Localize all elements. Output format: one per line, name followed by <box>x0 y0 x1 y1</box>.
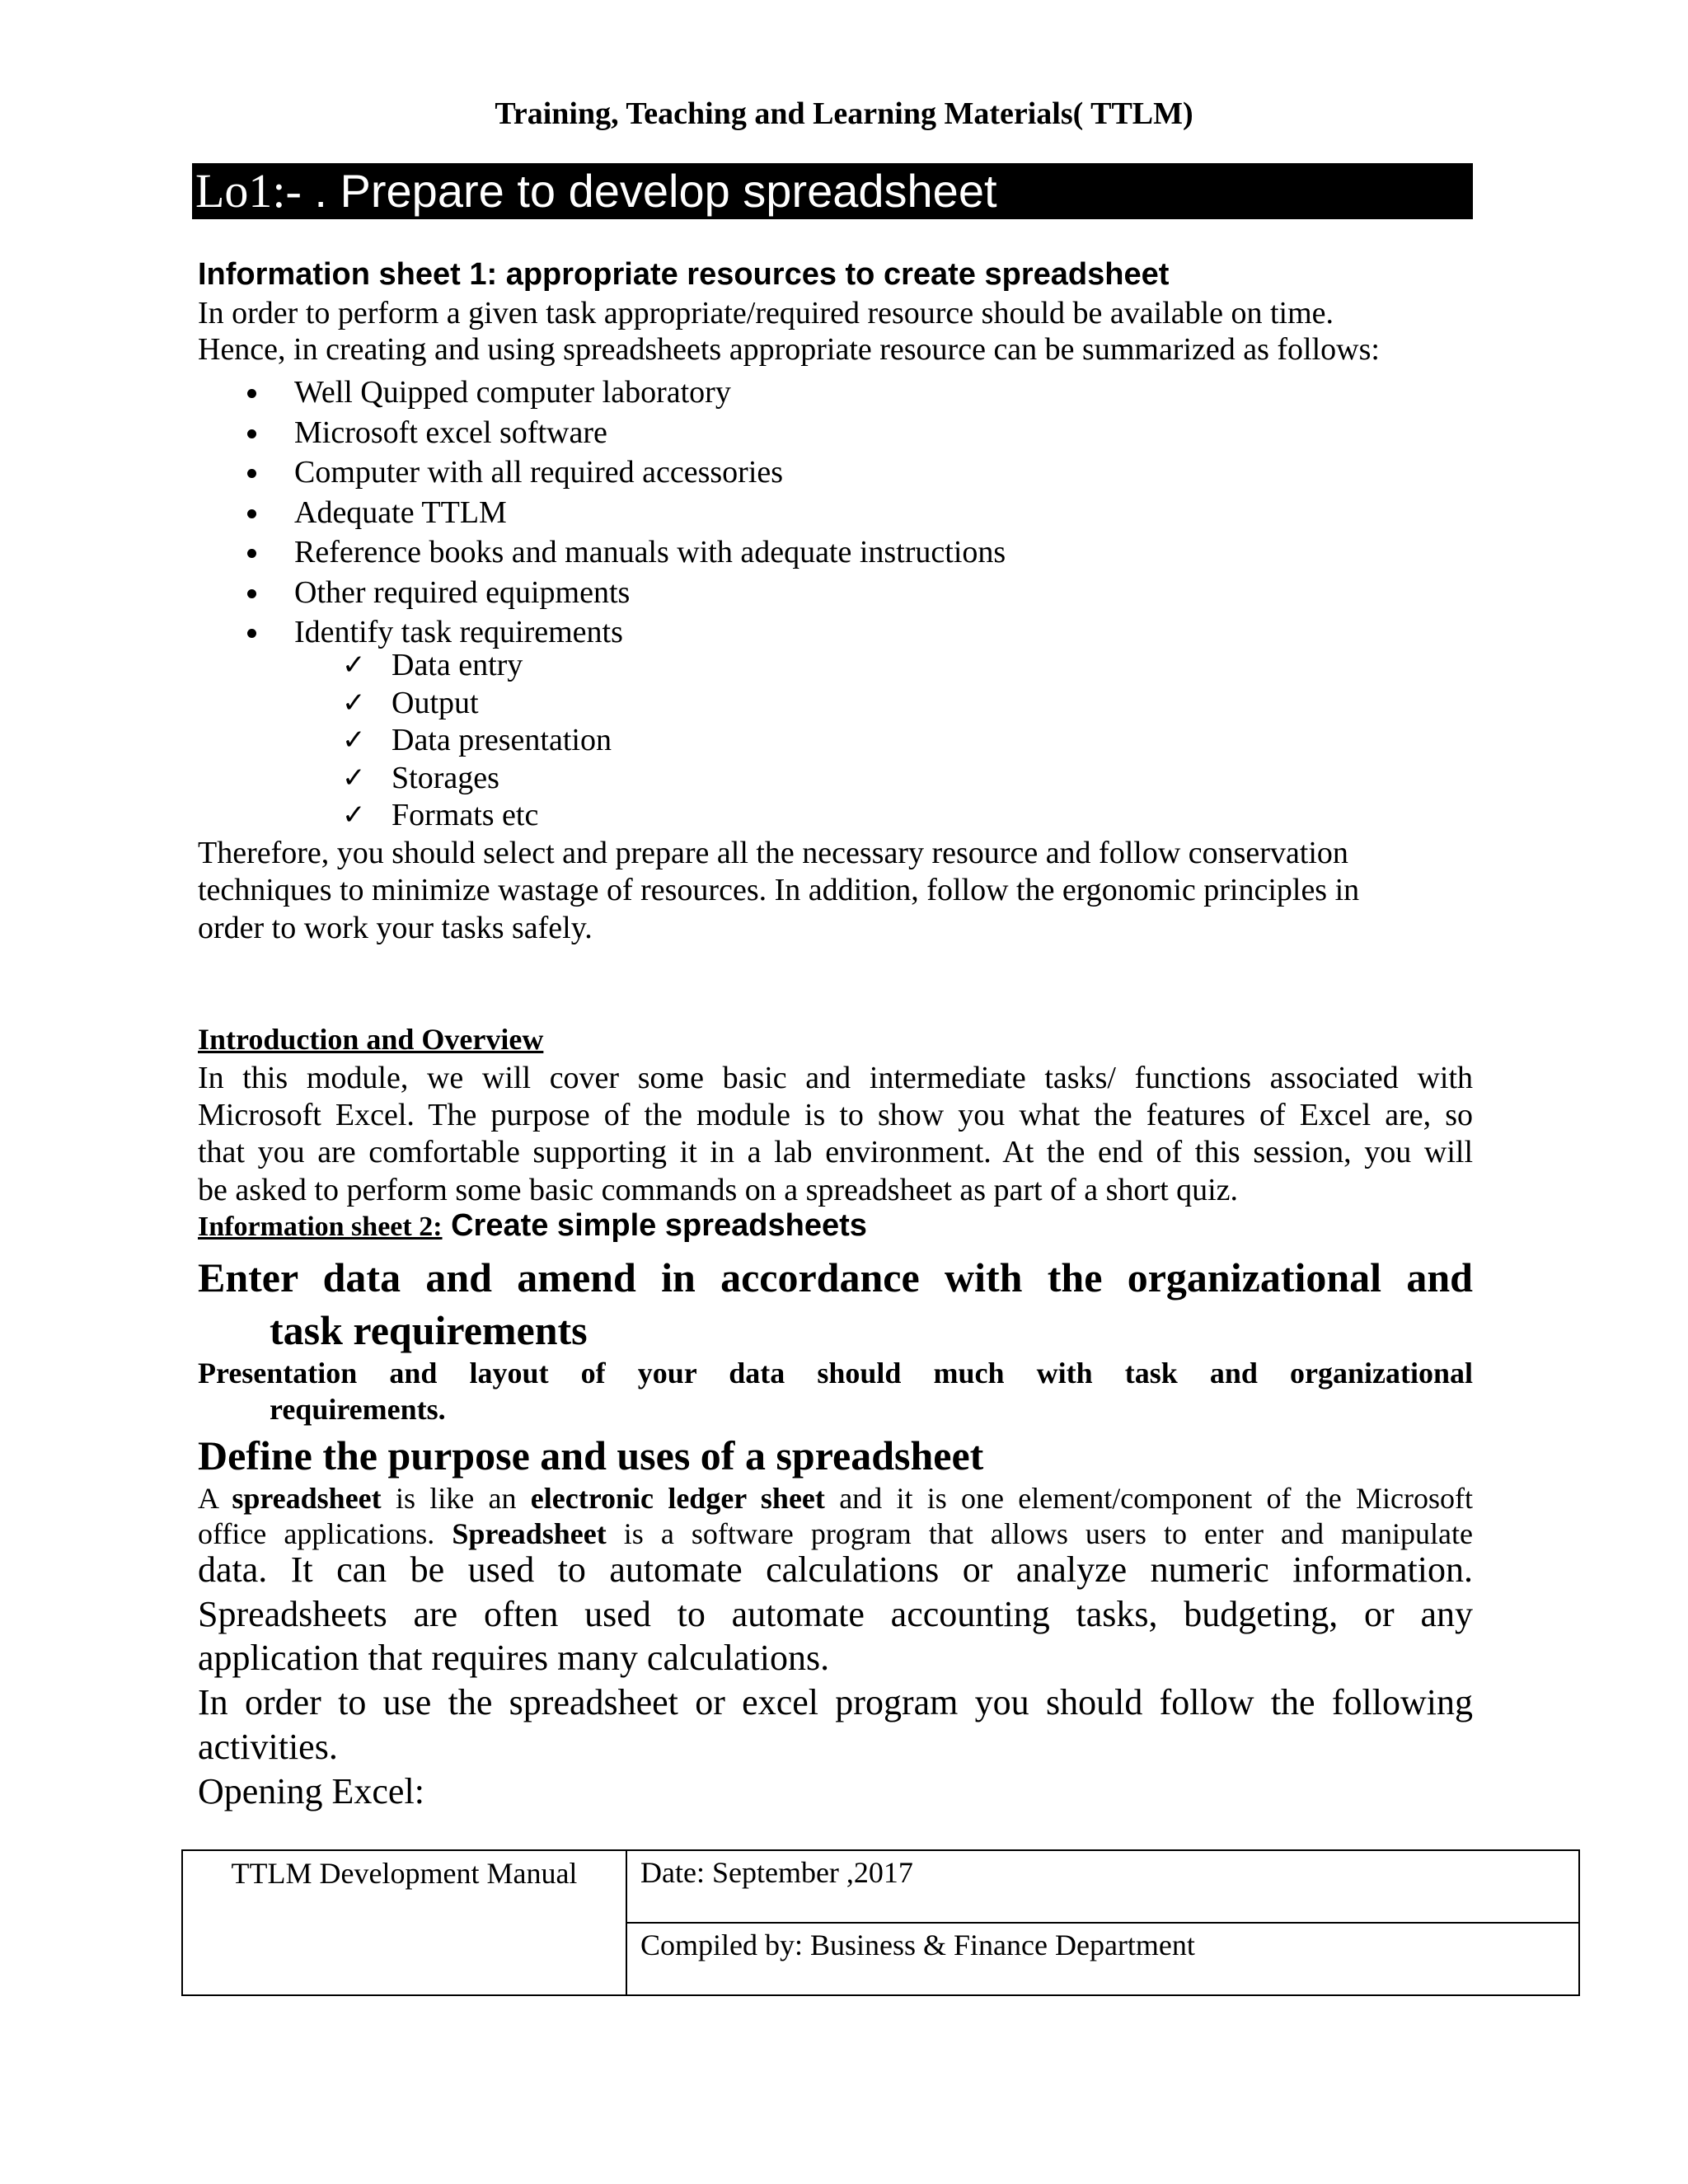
list-item: Microsoft excel software <box>243 413 1006 453</box>
list-item: Computer with all required accessories <box>243 452 1006 493</box>
info-sheet-2-label: Information sheet 2: <box>198 1212 443 1242</box>
def-text: A <box>198 1482 232 1515</box>
enter-data-heading-line-2: task requirements <box>270 1307 588 1353</box>
info-sheet-1-intro-line-1: In order to perform a given task appropriate/required resource should be available on time. <box>198 296 1334 330</box>
def-term: Spreadsheet <box>452 1517 607 1550</box>
def-term: spreadsheet <box>232 1482 382 1515</box>
check-item-label: Storages <box>392 760 499 795</box>
footer-manual-cell <box>182 1850 626 1995</box>
presentation-line-1: Presentation and layout of your data should much with task and organizational <box>198 1357 1473 1390</box>
list-item <box>342 760 612 798</box>
enter-data-heading-line-1: Enter data and amend in accordance with the organizational and <box>198 1254 1473 1301</box>
list-item <box>342 722 612 760</box>
lo-title: . Prepare to develop spreadsheet <box>301 165 997 217</box>
resource-bullet-list <box>243 373 1006 653</box>
def-text: is a software program that allows users to enter and manipulate <box>606 1517 1473 1550</box>
list-item <box>342 685 612 723</box>
conclusion-line-1: Therefore, you should select and prepare all the necessary resource and follow conservation <box>198 836 1348 870</box>
list-item: Well Quipped computer laboratory <box>243 373 1006 413</box>
definition-line-5: application that requires many calculations. <box>198 1638 830 1678</box>
definition-line-4: Spreadsheets are often used to automate accounting tasks, budgeting, or any <box>198 1594 1473 1634</box>
intro-line-3: that you are comfortable supporting it in a lab environment. At the end of this session, you will <box>198 1135 1473 1169</box>
footer-manual: TTLM Development Manual <box>231 1857 578 1890</box>
task-requirement-check-list <box>342 647 612 835</box>
footer-date: Date: September ,2017 <box>640 1856 913 1889</box>
check-item-label: Output <box>392 685 479 720</box>
check-item-label: Data presentation <box>392 723 612 757</box>
conclusion-line-2: techniques to minimize wastage of resources. In addition, follow the ergonomic principles in <box>198 873 1360 907</box>
list-item: Identify task requirements <box>243 612 1006 653</box>
checkmark-icon: ✓ <box>342 761 366 794</box>
define-purpose-heading: Define the purpose and uses of a spreadsheet <box>198 1432 984 1479</box>
lo-prefix: Lo1:- <box>195 164 302 218</box>
check-item-label: Data entry <box>392 648 523 682</box>
opening-excel-label: Opening Excel: <box>198 1771 424 1811</box>
info-sheet-1-intro-line-2: Hence, in creating and using spreadsheets appropriate resource can be summarized as follows: <box>198 332 1380 367</box>
footer-table <box>181 1849 1580 1996</box>
order-line-1: In order to use the spreadsheet or excel program you should follow the following <box>198 1682 1473 1722</box>
list-item <box>342 797 612 835</box>
footer-compiled-cell <box>626 1923 1579 1995</box>
footer-compiled: Compiled by: Business & Finance Department <box>640 1929 1195 1961</box>
info-sheet-1-heading: Information sheet 1: appropriate resources to create spreadsheet <box>198 257 1170 292</box>
info-sheet-2-heading <box>198 1208 867 1244</box>
checkmark-icon: ✓ <box>342 686 366 719</box>
check-item-label: Formats etc <box>392 798 539 832</box>
info-sheet-2-title: Create simple spreadsheets <box>442 1208 867 1243</box>
definition-line-3: data. It can be used to automate calculations or analyze numeric information. <box>198 1549 1473 1590</box>
footer-date-cell <box>626 1850 1579 1923</box>
intro-line-2: Microsoft Excel. The purpose of the module is to show you what the features of Excel are, so <box>198 1098 1473 1132</box>
def-term: electronic ledger sheet <box>530 1482 825 1515</box>
list-item: Adequate TTLM <box>243 493 1006 533</box>
intro-line-1: In this module, we will cover some basic and intermediate tasks/ functions associated with <box>198 1061 1473 1095</box>
list-item: Other required equipments <box>243 573 1006 613</box>
intro-overview-heading: Introduction and Overview <box>198 1023 544 1056</box>
document-header-title: Training, Teaching and Learning Materials( TTLM) <box>495 96 1193 131</box>
def-text: office applications. <box>198 1517 452 1550</box>
order-line-2: activities. <box>198 1727 338 1767</box>
checkmark-icon: ✓ <box>342 799 366 832</box>
learning-outcome-banner <box>192 163 1473 219</box>
list-item <box>342 647 612 685</box>
intro-line-4: be asked to perform some basic commands on a spreadsheet as part of a short quiz. <box>198 1173 1239 1207</box>
checkmark-icon: ✓ <box>342 724 366 757</box>
def-text: and it is one element/component of the Microsoft <box>824 1482 1474 1515</box>
definition-line-1 <box>198 1480 1473 1517</box>
list-item: Reference books and manuals with adequate instructions <box>243 532 1006 573</box>
presentation-line-2: requirements. <box>270 1393 446 1426</box>
conclusion-line-3: order to work your tasks safely. <box>198 911 593 945</box>
checkmark-icon: ✓ <box>342 649 366 682</box>
def-text: is like an <box>381 1482 531 1515</box>
